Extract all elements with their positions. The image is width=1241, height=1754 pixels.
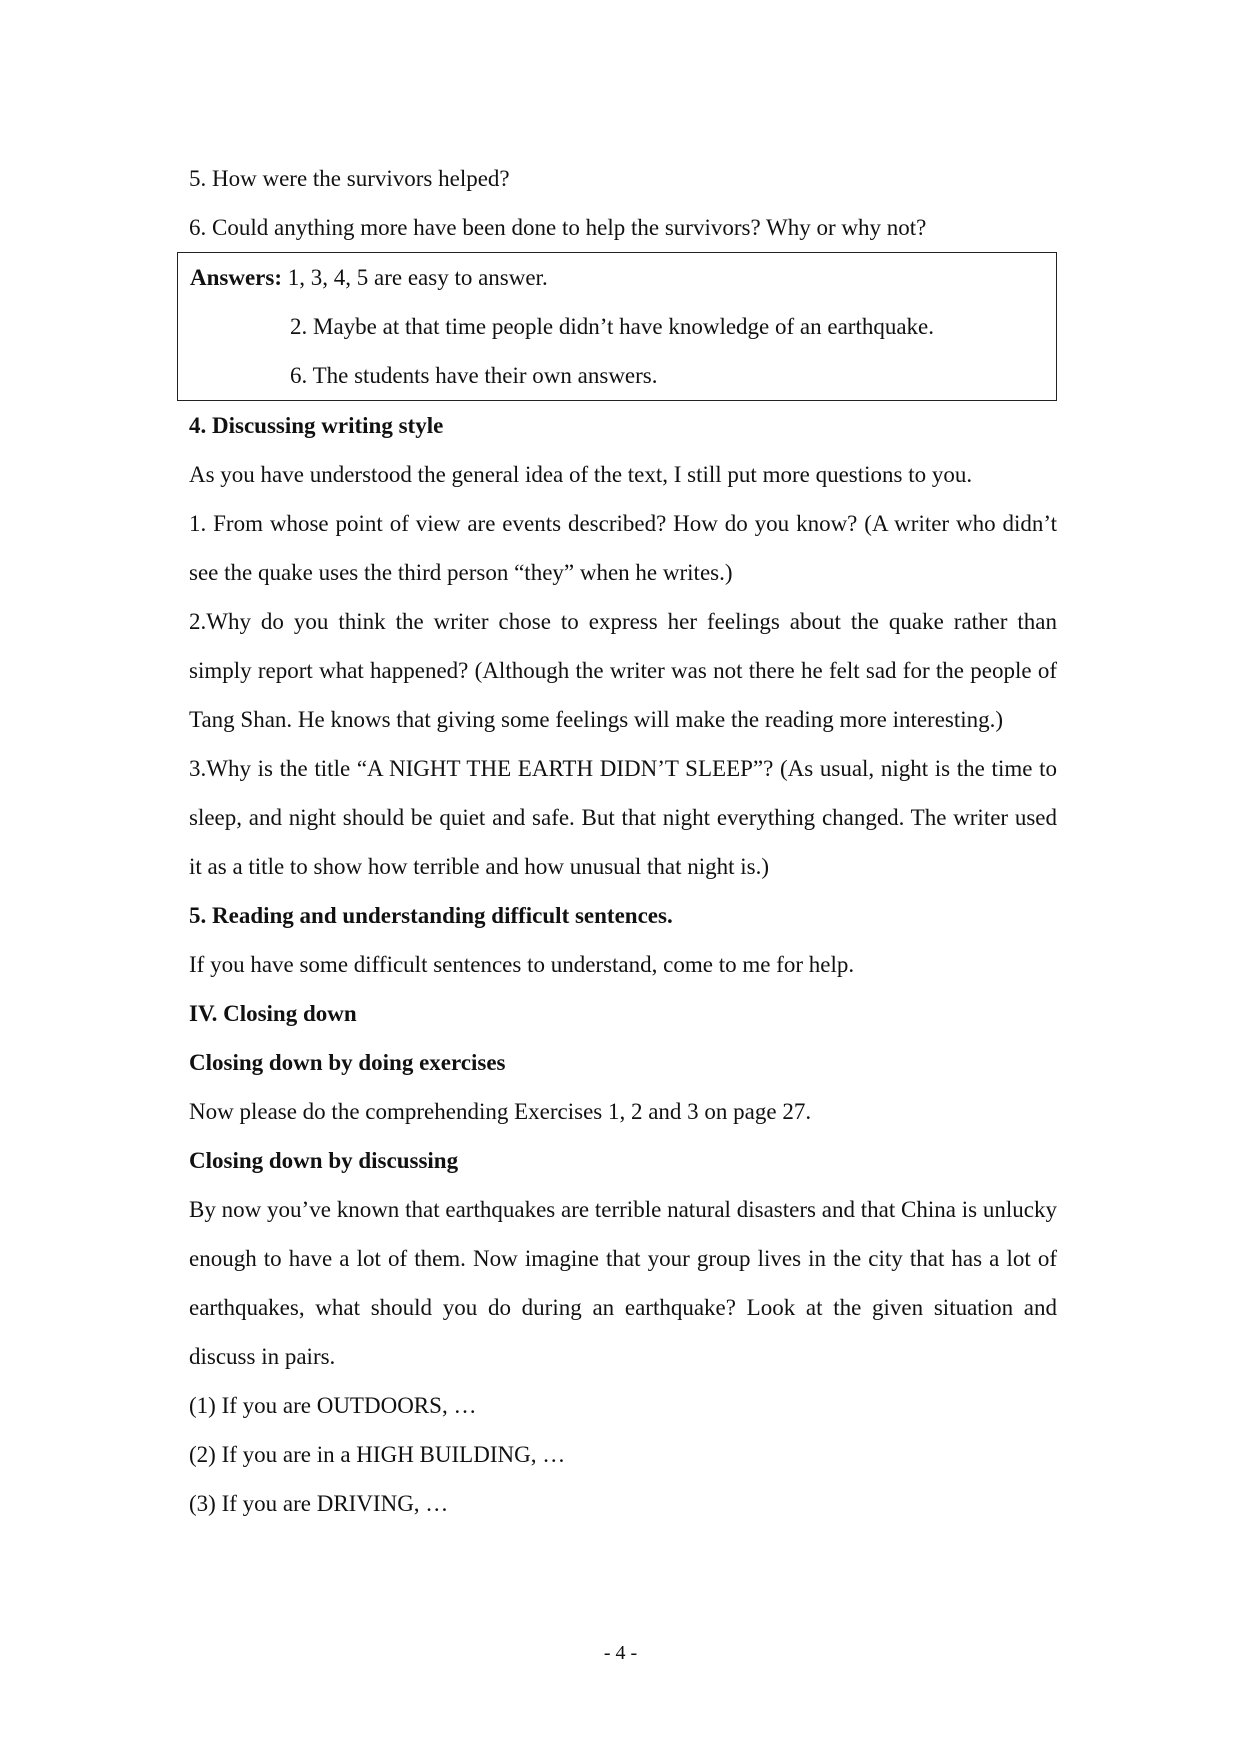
writing-style-question-2: 2.Why do you think the writer chose to express her feelings about the quake rather than simply report what happened? (Although the writer was not there he felt sad for the people of Tang Shan. He knows that giving some feelings will make the reading more interesting.): [189, 609, 1057, 732]
page-content: [189, 154, 1057, 1528]
question-5: 5. How were the survivors helped?: [189, 166, 510, 191]
writing-style-question-1: 1. From whose point of view are events described? How do you know? (A writer who didn’t see the quake uses the third person “they” when he writes.): [189, 511, 1057, 585]
exercises-text: Now please do the comprehending Exercises 1, 2 and 3 on page 27.: [189, 1099, 812, 1124]
situation-2: (2) If you are in a HIGH BUILDING, …: [189, 1442, 566, 1467]
section-5-heading: 5. Reading and understanding difficult sentences.: [189, 903, 673, 928]
situation-3: (3) If you are DRIVING, …: [189, 1491, 449, 1516]
answers-box: [177, 252, 1057, 401]
section-5-text: If you have some difficult sentences to understand, come to me for help.: [189, 952, 855, 977]
page-number: - 4 -: [603, 1642, 638, 1664]
section-4-intro: As you have understood the general idea of the text, I still put more questions to you.: [189, 462, 973, 487]
question-6: 6. Could anything more have been done to help the survivors? Why or why not?: [189, 215, 927, 240]
exercises-heading: Closing down by doing exercises: [189, 1050, 506, 1075]
discussing-heading: Closing down by discussing: [189, 1148, 459, 1173]
answers-first: 1, 3, 4, 5 are easy to answer.: [282, 265, 548, 290]
writing-style-question-3: 3.Why is the title “A NIGHT THE EARTH DIDN’T SLEEP”? (As usual, night is the time to sleep, and night should be quiet and safe. But that night everything changed. The writer used it as a title to show how terrible and how unusual that night is.): [189, 756, 1057, 879]
answers-line-1: [190, 253, 1056, 302]
answers-line-3: 6. The students have their own answers.: [290, 363, 658, 388]
section-4-heading: 4. Discussing writing style: [189, 413, 444, 438]
answers-label: Answers:: [190, 265, 282, 290]
closing-heading: IV. Closing down: [189, 1001, 357, 1026]
situation-1: (1) If you are OUTDOORS, …: [189, 1393, 477, 1418]
discussing-text: By now you’ve known that earthquakes are terrible natural disasters and that China is unlucky enough to have a lot of them. Now imagine that your group lives in the city that has a lot of earthquakes, what should you do during an earthquake? Look at the given situation and discuss in pairs.: [189, 1197, 1057, 1369]
answers-line-2: 2. Maybe at that time people didn’t have knowledge of an earthquake.: [290, 314, 934, 339]
